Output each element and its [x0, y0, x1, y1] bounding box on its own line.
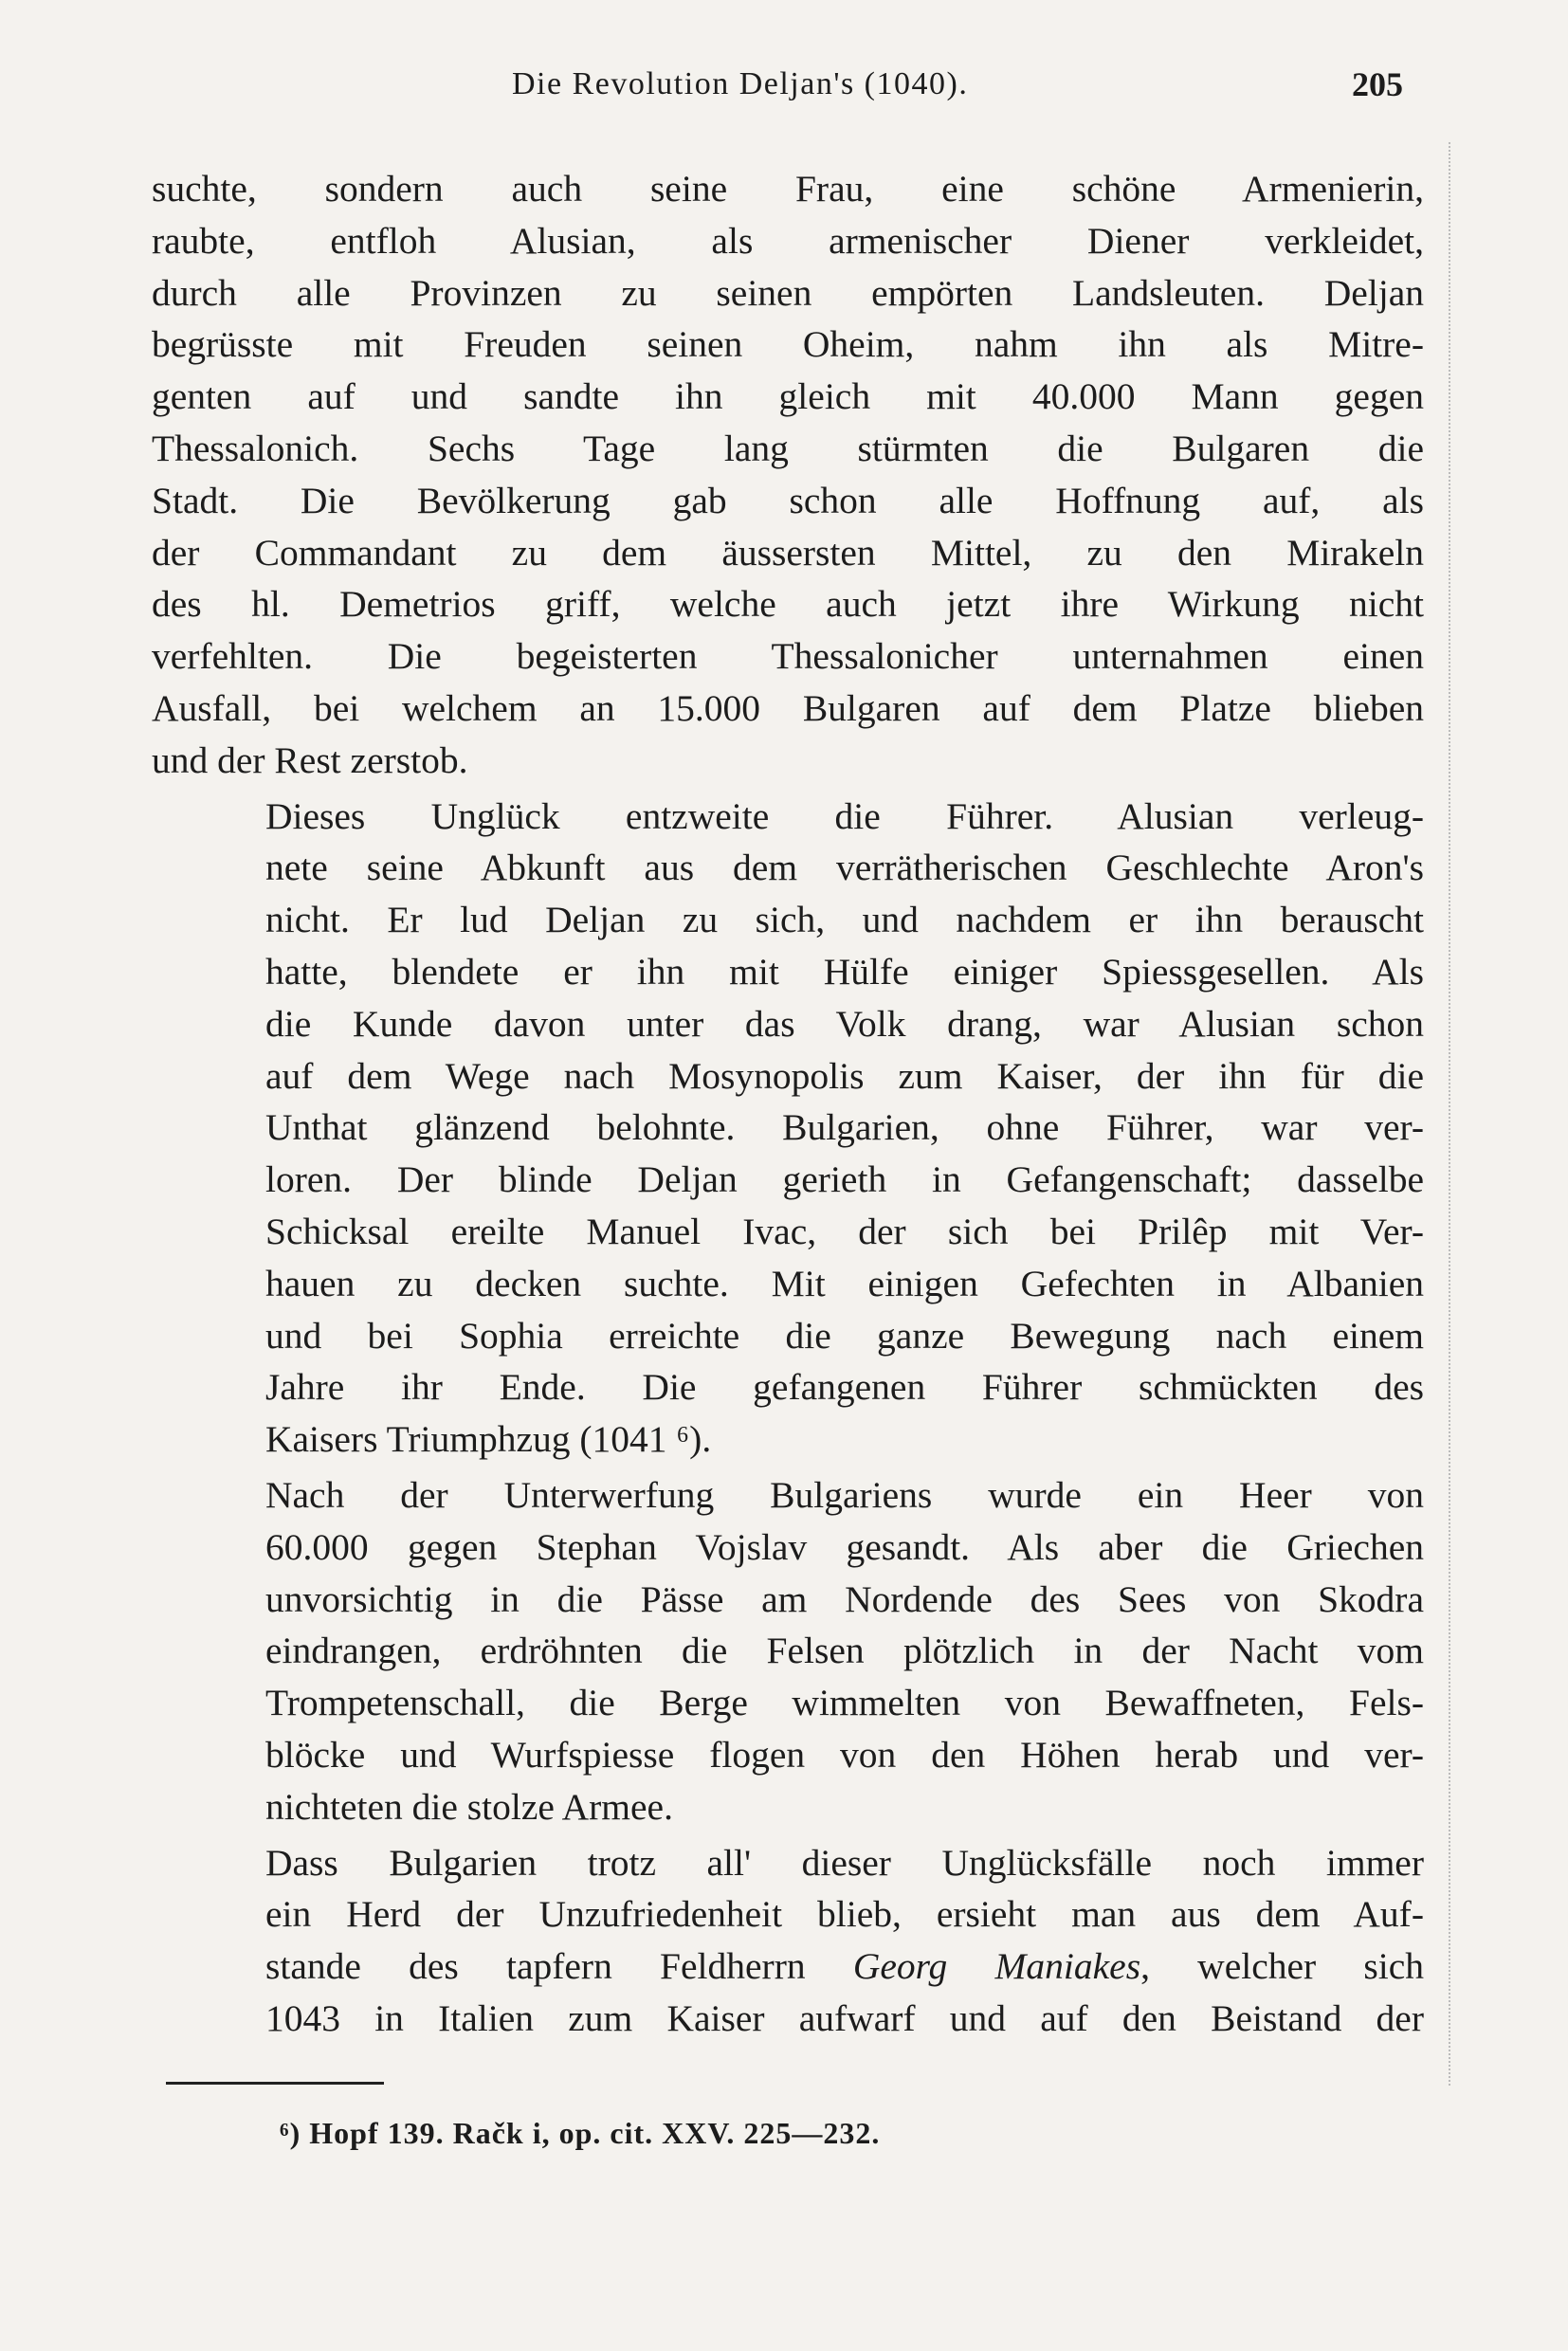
text-line: und der Rest zerstob. [152, 738, 468, 781]
text-line: genten auf und sandte ihn gleich mit 40.000 Mann gegen [152, 375, 1424, 418]
footnote: ⁶) Hopf 139. Račk i, op. cit. XXV. 225—232. [280, 2116, 881, 2150]
text-line: eindrangen, erdröhnten die Felsen plötzlich in der Nacht vom [265, 1630, 1424, 1672]
person-name: Georg Maniakes [852, 1945, 1141, 1988]
text-line: und bei Sophia erreichte die ganze Bewegung nach einem [265, 1314, 1424, 1357]
text-line: blöcke und Wurfspiesse flogen von den Höhen herab und ver- [265, 1733, 1424, 1776]
text-line: Dieses Unglück entzweite die Führer. Alusian verleug- [265, 794, 1424, 837]
text-line: Kaisers Triumphzug (1041 ⁶). [265, 1418, 712, 1461]
text-line: suchte, sondern auch seine Frau, eine schöne Armenierin, [152, 168, 1424, 210]
text-line: hauen zu decken suchte. Mit einigen Gefechten in Albanien [265, 1262, 1424, 1304]
text-line: Schicksal ereilte Manuel Ivac, der sich bei Prilêp mit Ver- [265, 1210, 1424, 1252]
paragraph-4 [152, 1837, 1424, 2045]
text-line: des hl. Demetrios griff, welche auch jetzt ihre Wirkung nicht [152, 583, 1424, 626]
paragraph-3 [152, 1469, 1424, 1833]
footnote-rule [166, 2082, 384, 2085]
text-line: raubte, entfloh Alusian, als armenischer Diener verkleidet, [152, 219, 1424, 262]
text-line: Jahre ihr Ende. Die gefangenen Führer schmückten des [265, 1366, 1424, 1409]
text-line: nichteten die stolze Armee. [265, 1785, 673, 1828]
paragraph-2 [152, 791, 1424, 1466]
page-number: 205 [1352, 65, 1403, 103]
text-line: hatte, blendete er ihn mit Hülfe einiger Spiessgesellen. Als [265, 950, 1424, 993]
text-line: unvorsichtig in die Pässe am Nordende des Sees von Skodra [265, 1577, 1424, 1620]
page-edge-shadow [1449, 142, 1460, 2086]
text-line [152, 1941, 1424, 1993]
main-text [152, 163, 1424, 2045]
text-segment: stande des tapfern Feldherrn [265, 1945, 806, 1988]
text-line: die Kunde davon unter das Volk drang, war Alusian schon [265, 1002, 1424, 1045]
running-head: Die Revolution Deljan's (1040). [512, 66, 969, 101]
text-line: Thessalonich. Sechs Tage lang stürmten die Bulgaren die [152, 427, 1424, 469]
paragraph-1 [152, 163, 1424, 787]
text-line: 1043 in Italien zum Kaiser aufwarf und auf den Beistand der [265, 1996, 1424, 2039]
text-line: durch alle Provinzen zu seinen empörten Landsleuten. Deljan [152, 271, 1424, 314]
text-segment: , welcher sich [1140, 1945, 1425, 1988]
text-line: 60.000 gegen Stephan Vojslav gesandt. Als aber die Griechen [265, 1525, 1424, 1568]
text-line: Unthat glänzend belohnte. Bulgarien, ohne Führer, war ver- [265, 1106, 1424, 1149]
text-line: nicht. Er lud Deljan zu sich, und nachdem er ihn berauscht [265, 899, 1424, 941]
text-line: Trompetenschall, die Berge wimmelten von Bewaffneten, Fels- [265, 1682, 1424, 1724]
text-line: ein Herd der Unzufriedenheit blieb, ersieht man aus dem Auf- [265, 1893, 1424, 1936]
text-line: loren. Der blinde Deljan gerieth in Gefangenschaft; dasselbe [265, 1158, 1424, 1201]
text-line: Ausfall, bei welchem an 15.000 Bulgaren auf dem Platze blieben [152, 686, 1424, 729]
page-header [152, 59, 1403, 116]
text-line: nete seine Abkunft aus dem verrätherischen Geschlechte Aron's [265, 847, 1424, 889]
text-line: Nach der Unterwerfung Bulgariens wurde ein Heer von [265, 1473, 1424, 1516]
text-line: Stadt. Die Bevölkerung gab schon alle Hoffnung auf, als [152, 479, 1424, 521]
text-line: der Commandant zu dem äussersten Mittel, zu den Mirakeln [152, 531, 1424, 574]
text-line: Dass Bulgarien trotz all' dieser Unglücksfälle noch immer [265, 1841, 1424, 1884]
text-line: begrüsste mit Freuden seinen Oheim, nahm ihn als Mitre- [152, 323, 1424, 366]
text-line: auf dem Wege nach Mosynopolis zum Kaiser, der ihn für die [265, 1054, 1424, 1097]
text-line: verfehlten. Die begeisterten Thessalonicher unternahmen einen [152, 635, 1424, 678]
